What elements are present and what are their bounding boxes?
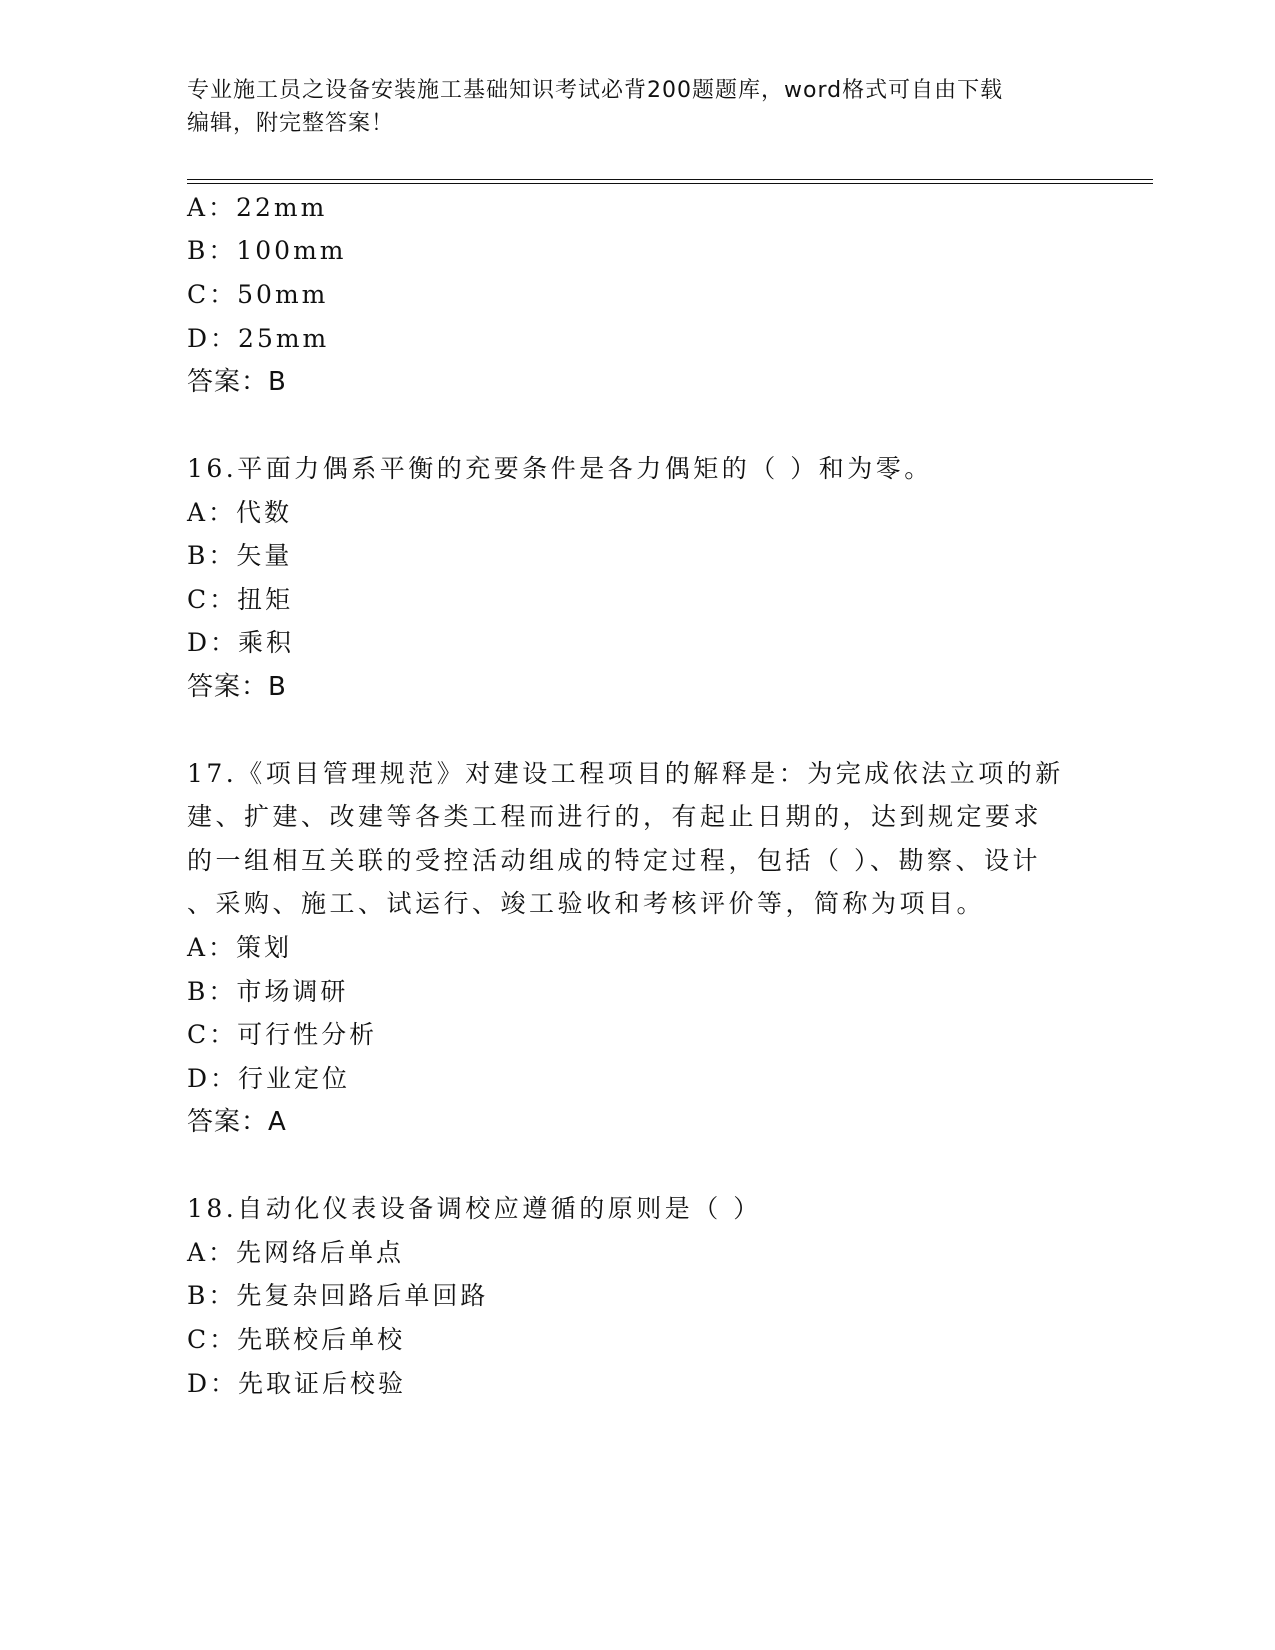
q15-option-b: B：100mm [187,236,347,265]
q16-answer: 答案：B [187,672,287,702]
q17-stem-line-2: 建、扩建、改建等各类工程而进行的，有起止日期的，达到规定要求 [187,802,1043,831]
q17-option-c: C：可行性分析 [187,1020,378,1049]
q17-option-b: B：市场调研 [187,977,349,1006]
q17-option-d: D：行业定位 [187,1064,351,1093]
header-line-1: 专业施工员之设备安装施工基础知识考试必背200题题库，word格式可自由下载 [187,78,1004,103]
q17-stem-line-1: 17.《项目管理规范》对建设工程项目的解释是：为完成依法立项的新 [187,759,1064,788]
q16-option-a: A：代数 [187,498,293,527]
q18-option-c: C：先联校后单校 [187,1325,406,1354]
q18-stem: 18.自动化仪表设备调校应遵循的原则是（ ） [187,1194,762,1223]
header-line-2: 编辑，附完整答案！ [187,111,395,136]
q17-answer: 答案：A [187,1107,287,1137]
q15-option-d: D：25mm [187,324,330,353]
q16-stem: 16.平面力偶系平衡的充要条件是各力偶矩的（ ）和为零。 [187,454,933,483]
q18-option-a: A：先网络后单点 [187,1238,405,1267]
header-divider [187,179,1153,184]
q16-option-d: D：乘积 [187,628,295,657]
q15-option-a: A：22mm [187,193,328,222]
q15-answer: 答案：B [187,367,287,397]
q17-stem-line-3: 的一组相互关联的受控活动组成的特定过程，包括（ ）、勘察、设计 [187,846,1041,875]
q16-option-b: B：矢量 [187,541,293,570]
q17-stem-line-4: 、采购、施工、试运行、竣工验收和考核评价等，简称为项目。 [187,889,986,918]
q17-option-a: A：策划 [187,933,293,962]
q16-option-c: C：扭矩 [187,585,294,614]
q18-option-b: B：先复杂回路后单回路 [187,1281,489,1310]
document-header [187,74,1087,140]
q18-option-d: D：先取证后校验 [187,1369,407,1398]
q15-option-c: C：50mm [187,280,329,309]
